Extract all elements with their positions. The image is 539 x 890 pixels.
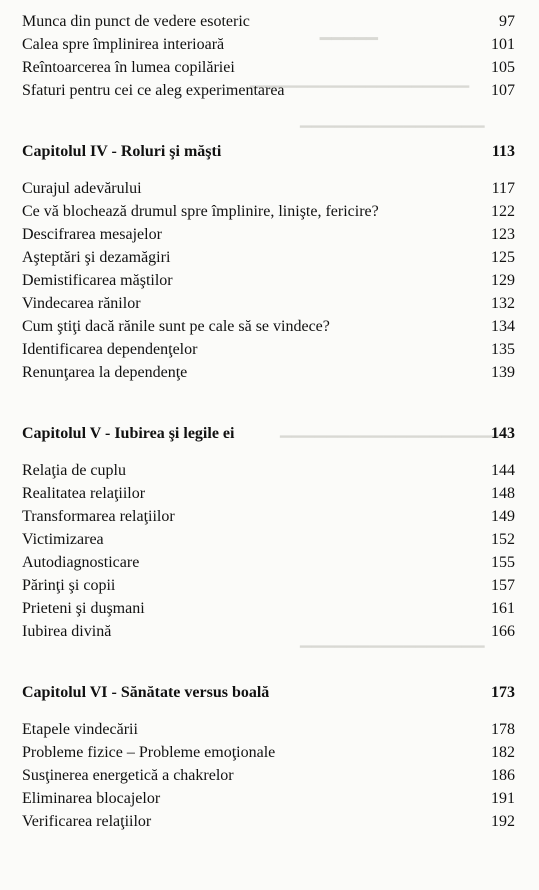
- toc-entry: [22, 200, 515, 223]
- chapter-heading-vi: [22, 681, 515, 704]
- toc-entry-page: 122: [491, 203, 515, 220]
- toc-entry: [22, 787, 515, 810]
- toc-entry-title: Etapele vindecării: [22, 721, 138, 738]
- toc-entry-page: 149: [491, 508, 515, 525]
- table-of-contents: [22, 10, 515, 833]
- toc-entry: [22, 482, 515, 505]
- toc-entry: [22, 33, 515, 56]
- toc-entry-title: Descifrarea mesajelor: [22, 226, 162, 243]
- toc-entry-page: 123: [491, 226, 515, 243]
- toc-entry: [22, 741, 515, 764]
- toc-entry: [22, 361, 515, 384]
- toc-entry-title: Realitatea relaţiilor: [22, 485, 146, 502]
- toc-entry-title: Autodiagnosticare: [22, 554, 140, 571]
- chapter-page: 143: [491, 425, 515, 442]
- toc-entry: [22, 764, 515, 787]
- toc-entry: [22, 528, 515, 551]
- toc-entry-page: 178: [491, 721, 515, 738]
- toc-entry-page: 152: [491, 531, 515, 548]
- toc-entry: [22, 718, 515, 741]
- toc-entry-page: 97: [499, 13, 515, 30]
- toc-entry: [22, 597, 515, 620]
- toc-entry-title: Vindecarea rănilor: [22, 295, 141, 312]
- toc-entry-page: 134: [491, 318, 515, 335]
- show-through-texture: ▁▁▁▁▁▁▁▁▁▁▁▁▁▁▁▁: [300, 632, 485, 648]
- show-through-texture: ▁▁▁▁▁: [320, 24, 378, 40]
- toc-entry-title: Reîntoarcerea în lumea copilăriei: [22, 59, 235, 76]
- toc-entry: [22, 315, 515, 338]
- toc-entry-title: Renunţarea la dependenţe: [22, 364, 188, 381]
- toc-entry-title: Prieteni şi duşmani: [22, 600, 145, 617]
- toc-entry-page: 155: [491, 554, 515, 571]
- toc-entry: [22, 223, 515, 246]
- toc-entry-page: 135: [491, 341, 515, 358]
- toc-entry-page: 157: [491, 577, 515, 594]
- toc-entry-page: 161: [491, 600, 515, 617]
- toc-entry-title: Demistificarea măştilor: [22, 272, 173, 289]
- toc-entry-title: Eliminarea blocajelor: [22, 790, 161, 807]
- toc-entry-title: Verificarea relaţiilor: [22, 813, 152, 830]
- toc-entry-page: 129: [491, 272, 515, 289]
- toc-entry: [22, 56, 515, 79]
- toc-entry-title: Cum ştiţi dacă rănile sunt pe cale să se vindece?: [22, 318, 330, 335]
- toc-entry-title: Identificarea dependenţelor: [22, 341, 198, 358]
- toc-entry-page: 144: [491, 462, 515, 479]
- toc-entry-title: Iubirea divină: [22, 623, 112, 640]
- chapter-page: 113: [491, 143, 515, 160]
- toc-entry-title: Aşteptări şi dezamăgiri: [22, 249, 171, 266]
- toc-entry-page: 117: [491, 180, 515, 197]
- toc-entry-page: 191: [491, 790, 515, 807]
- toc-entry-title: Victimizarea: [22, 531, 104, 548]
- toc-entry-title: Transformarea relaţiilor: [22, 508, 175, 525]
- toc-entry-page: 139: [491, 364, 515, 381]
- toc-entry: [22, 574, 515, 597]
- toc-entry-page: 132: [491, 295, 515, 312]
- toc-entry: [22, 338, 515, 361]
- toc-entry-page: 186: [491, 767, 515, 784]
- toc-entry: [22, 505, 515, 528]
- toc-entry-title: Calea spre împlinirea interioară: [22, 36, 225, 53]
- toc-entry: [22, 810, 515, 833]
- show-through-texture: ▁▁▁▁▁▁▁▁▁▁▁▁▁▁▁▁: [300, 112, 485, 128]
- toc-entry: [22, 246, 515, 269]
- toc-entry-title: Curajul adevărului: [22, 180, 142, 197]
- toc-entry-title: Relaţia de cuplu: [22, 462, 126, 479]
- toc-entry-page: 148: [491, 485, 515, 502]
- toc-entry: [22, 620, 515, 643]
- toc-entry-page: 192: [491, 813, 515, 830]
- toc-entry-title: Ce vă blochează drumul spre împlinire, linişte, fericire?: [22, 203, 379, 220]
- toc-entry-page: 182: [491, 744, 515, 761]
- toc-entry-page: 105: [491, 59, 515, 76]
- toc-entry: [22, 269, 515, 292]
- toc-entry-page: 101: [491, 36, 515, 53]
- toc-entry-page: 166: [491, 623, 515, 640]
- toc-entry-title: Munca din punct de vedere esoteric: [22, 13, 250, 30]
- toc-entry-title: Sfaturi pentru cei ce aleg experimentarea: [22, 82, 285, 99]
- toc-entry: [22, 459, 515, 482]
- toc-entry: [22, 177, 515, 200]
- toc-entry-page: 107: [491, 82, 515, 99]
- toc-entry-title: Părinţi şi copii: [22, 577, 116, 594]
- chapter-title: Capitolul IV - Roluri şi măşti: [22, 143, 222, 160]
- chapter-heading-iv: [22, 140, 515, 163]
- chapter-title: Capitolul V - Iubirea şi legile ei: [22, 425, 235, 442]
- show-through-texture: ▁▁▁▁▁▁▁▁▁▁▁▁▁▁▁▁▁▁▁: [250, 72, 470, 88]
- toc-entry-title: Susţinerea energetică a chakrelor: [22, 767, 234, 784]
- toc-entry-title: Probleme fizice – Probleme emoţionale: [22, 744, 276, 761]
- toc-entry: [22, 551, 515, 574]
- toc-entry-page: 125: [491, 249, 515, 266]
- toc-entry: [22, 79, 515, 102]
- chapter-title: Capitolul VI - Sănătate versus boală: [22, 684, 270, 701]
- chapter-heading-v: [22, 422, 515, 445]
- toc-entry: [22, 292, 515, 315]
- show-through-texture: ▁▁▁▁▁▁▁▁▁▁▁▁▁▁▁▁▁▁▁: [280, 422, 500, 438]
- toc-entry: [22, 10, 515, 33]
- chapter-page: 173: [491, 684, 515, 701]
